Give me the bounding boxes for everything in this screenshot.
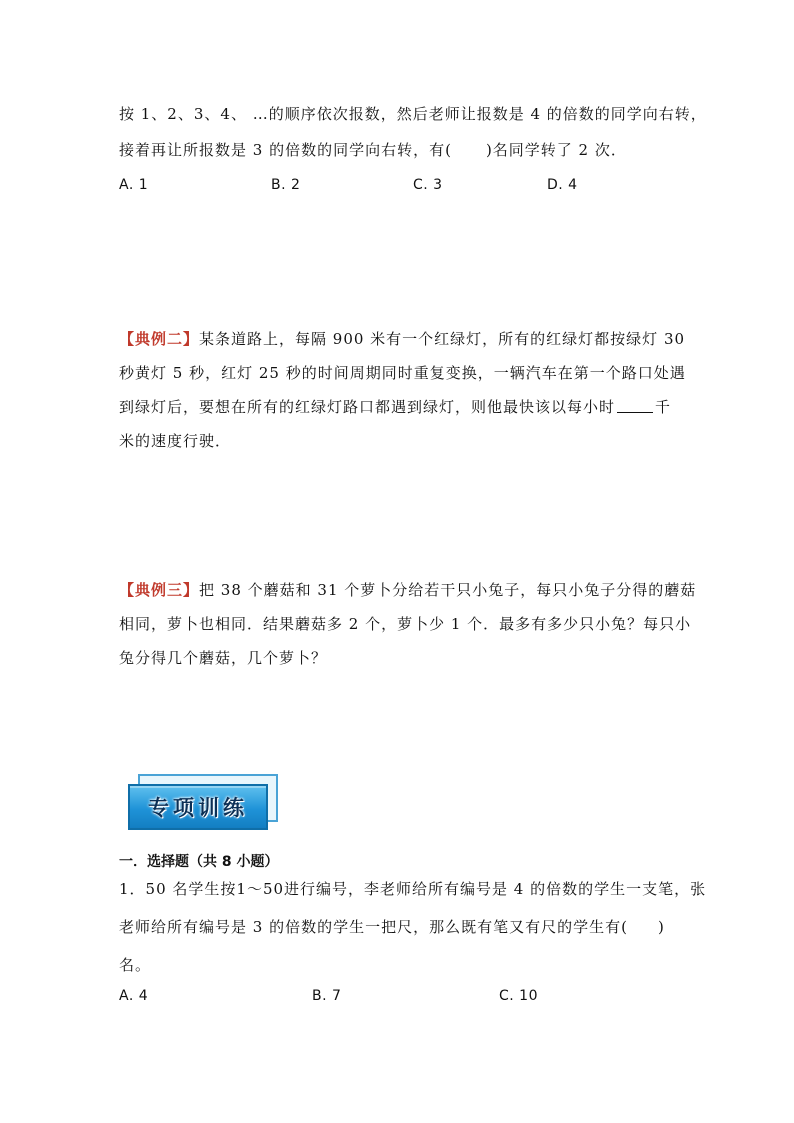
option-c: C. 10	[499, 988, 538, 1004]
question-1-line: 名。	[119, 956, 152, 974]
example-tag: 【典例三】	[119, 581, 200, 599]
option-a: A. 4	[119, 988, 149, 1004]
example-tag: 【典例二】	[119, 330, 200, 348]
question-1-line: 1．50 名学生按1～50进行编号，李老师给所有编号是 4 的倍数的学生一支笔，张	[119, 880, 707, 898]
question-text: 接着再让所报数是 3 的倍数的同学向右转，有(	[119, 141, 452, 159]
example-text: 千	[655, 398, 672, 416]
question-text-line: 按 1、2、3、4、 …的顺序依次报数，然后老师让报数是 4 的倍数的同学向右转，	[119, 105, 707, 123]
question-1-line	[119, 917, 665, 937]
question-text: )	[657, 918, 665, 936]
option-a: A. 1	[119, 177, 149, 193]
option-d: D. 4	[547, 177, 578, 193]
example-2-line: 米的速度行驶．	[119, 432, 232, 450]
section-title: 一．选择题（共 8 小题）	[119, 854, 279, 870]
fill-blank	[617, 398, 653, 413]
option-b: B. 7	[312, 988, 342, 1004]
banner-label: 专项训练	[148, 796, 248, 820]
example-text: 到绿灯后，要想在所有的红绿灯路口都遇到绿灯，则他最快该以每小时	[119, 398, 616, 416]
question-text-line	[119, 140, 627, 160]
example-2-line	[119, 397, 671, 417]
example-text: 某条道路上，每隔 900 米有一个红绿灯，所有的红绿灯都按绿灯 30	[199, 330, 686, 348]
banner-plate	[128, 784, 268, 830]
example-3-line: 相同，萝卜也相同．结果蘑菇多 2 个，萝卜少 1 个．最多有多少只小兔？每只小	[119, 615, 692, 633]
example-text: 把 38 个蘑菇和 31 个萝卜分给若干只小兔子，每只小兔子分得的蘑菇	[199, 581, 697, 599]
example-3-line: 兔分得几个蘑菇，几个萝卜？	[119, 649, 328, 667]
question-text: )名同学转了 2 次．	[485, 141, 627, 159]
example-2-line: 秒黄灯 5 秒，红灯 25 秒的时间周期同时重复变换，一辆汽车在第一个路口处遇	[119, 364, 686, 382]
question-text: 老师给所有编号是 3 的倍数的学生一把尺，那么既有笔又有尺的学生有(	[119, 918, 628, 936]
example-3-line	[119, 580, 696, 600]
option-c: C. 3	[413, 177, 443, 193]
example-2-line	[119, 329, 685, 349]
section-banner	[128, 774, 278, 834]
option-b: B. 2	[271, 177, 301, 193]
